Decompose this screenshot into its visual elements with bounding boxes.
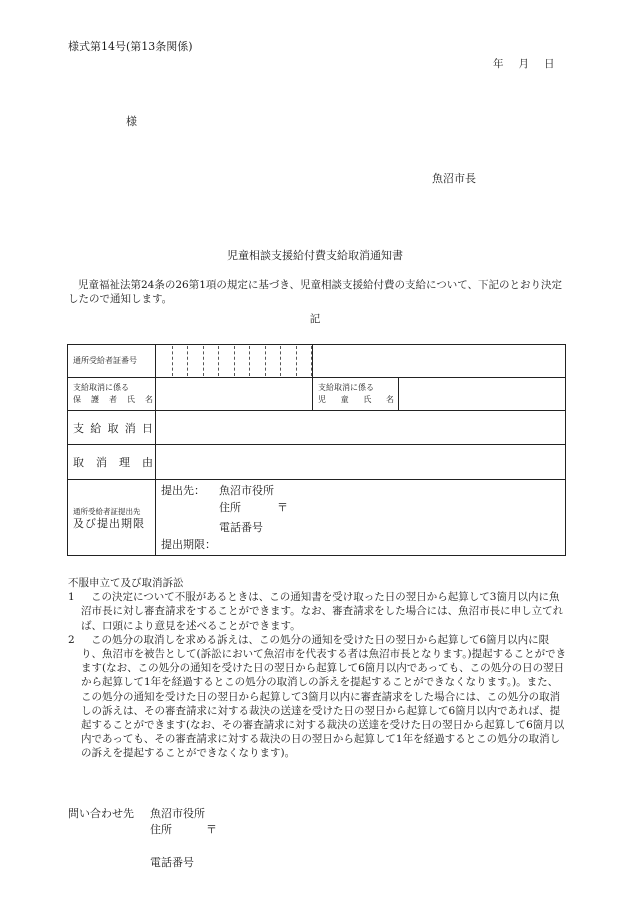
- contact-label: 問い合わせ先: [68, 807, 134, 820]
- digit-box: [250, 346, 265, 376]
- contact-postal-mark: 〒: [206, 823, 217, 836]
- appeal-heading: 不服申立て及び取消訴訟: [68, 577, 184, 589]
- digit-box: [219, 346, 234, 376]
- ki-marker: 記: [309, 313, 321, 325]
- child-name-label-line1: 支給取消に係る: [318, 383, 374, 392]
- guardian-name-label-line1: 支給取消に係る: [73, 383, 129, 392]
- intro-paragraph: [68, 278, 568, 306]
- digit-box: [266, 346, 281, 376]
- date-line: [493, 56, 555, 71]
- issuer-name: 魚沼市長: [432, 172, 476, 185]
- cancellation-date-field[interactable]: [156, 411, 566, 445]
- digit-box: [281, 346, 296, 376]
- appeal-section: [68, 576, 568, 761]
- appeal-item-text: この決定について不服があるときは、この通知書を受け取った日の翌日から起算して3箇月以内に魚沼市長に対し審査請求をすることができます。なお、審査請求をした場合には、魚沼市長に申し立てれば、口頭により意見を述べることができます。: [81, 591, 564, 632]
- cancellation-date-label: 支 給 取 消 日: [68, 411, 156, 445]
- appeal-item: [68, 590, 568, 633]
- appeal-item-text: この処分の取消しを求める訴えは、この処分の通知を受けた日の翌日から起算して6箇月以内に限り、魚沼市を被告として(訴訟において魚沼市を代表する者は魚沼市長となります。)提起することができます(なお、この処分の通知を受けた日の翌日から起算して6箇月以内であっても、この処分の日の翌日から起算して1年を経過するとこの処分の取消しの訴えを提起することができなくなります。)。また、この処分の通知を受けた日の翌日から起算して3箇月以内に審査請求をした場合には、この処分の取消しの訴えは、その審査請求に対する裁決の送達を受けた日の翌日から起算して6箇月以内であれば、提起することができます(なお、その審査請求に対する裁決の送達を受けた日の翌日から起算して6箇月以内であっても、その審査請求に対する裁決の日の翌日から起算して1年を経過するとこの処分の取消しの訴えを提起することができなくなります)。: [81, 633, 567, 760]
- submit-deadline-label: 提出期限：: [161, 538, 216, 551]
- digit-box: [297, 346, 312, 376]
- digit-box: [172, 346, 188, 376]
- submit-to-value: 魚沼市役所: [219, 484, 274, 497]
- appeal-item-number: 1: [68, 591, 75, 604]
- digit-box: [188, 346, 203, 376]
- contact-phone-label: 電話番号: [150, 856, 194, 869]
- child-name-field[interactable]: [399, 378, 566, 411]
- appeal-item: [68, 633, 568, 761]
- submission-details: [156, 480, 566, 556]
- form-number: 様式第14号(第13条関係): [68, 40, 193, 53]
- cancellation-reason-field[interactable]: [156, 445, 566, 480]
- digit-box: [204, 346, 219, 376]
- date-day-label: 日: [544, 58, 555, 70]
- intro-text: 児童福祉法第24条の26第1項の規定に基づき、児童相談支援給付費の支給について、下記のとおり決定したので通知します。: [68, 279, 563, 305]
- recipient-cert-number-label: 通所受給者証番号: [68, 345, 156, 378]
- submit-to-label: 提出先：: [161, 484, 205, 497]
- recipient-cert-number-field[interactable]: [156, 345, 313, 378]
- digit-boxes: [156, 345, 312, 377]
- document-title: 児童相談支援給付費支給取消通知書: [227, 249, 403, 262]
- contact-office: 魚沼市役所: [150, 807, 205, 820]
- guardian-name-field[interactable]: [156, 378, 313, 411]
- submission-label-line2: 及び提出期限: [73, 516, 145, 530]
- digit-box: [235, 346, 250, 376]
- recipient-cert-blank: [313, 345, 566, 378]
- date-year-label: 年: [493, 58, 504, 70]
- record-table: [67, 344, 566, 556]
- guardian-name-label: [68, 378, 156, 411]
- submit-phone-label: 電話番号: [219, 521, 263, 534]
- contact-address-label: 住所: [150, 823, 172, 836]
- appeal-item-number: 2: [68, 633, 75, 646]
- cancellation-reason-label: 取 消 理 由: [68, 445, 156, 480]
- contact-section: [68, 806, 217, 871]
- submission-label-line1: 通所受給者証提出先: [73, 506, 141, 516]
- child-name-label-line2: 児 童 氏 名: [318, 395, 394, 404]
- guardian-name-label-line2: 保 護 者 氏 名: [73, 395, 153, 404]
- date-month-label: 月: [518, 58, 529, 70]
- submit-postal-mark: 〒: [277, 501, 288, 514]
- submit-address-label: 住所: [219, 501, 241, 514]
- addressee-suffix: 様: [126, 115, 137, 128]
- submission-label: [68, 480, 156, 556]
- child-name-label: [313, 378, 399, 411]
